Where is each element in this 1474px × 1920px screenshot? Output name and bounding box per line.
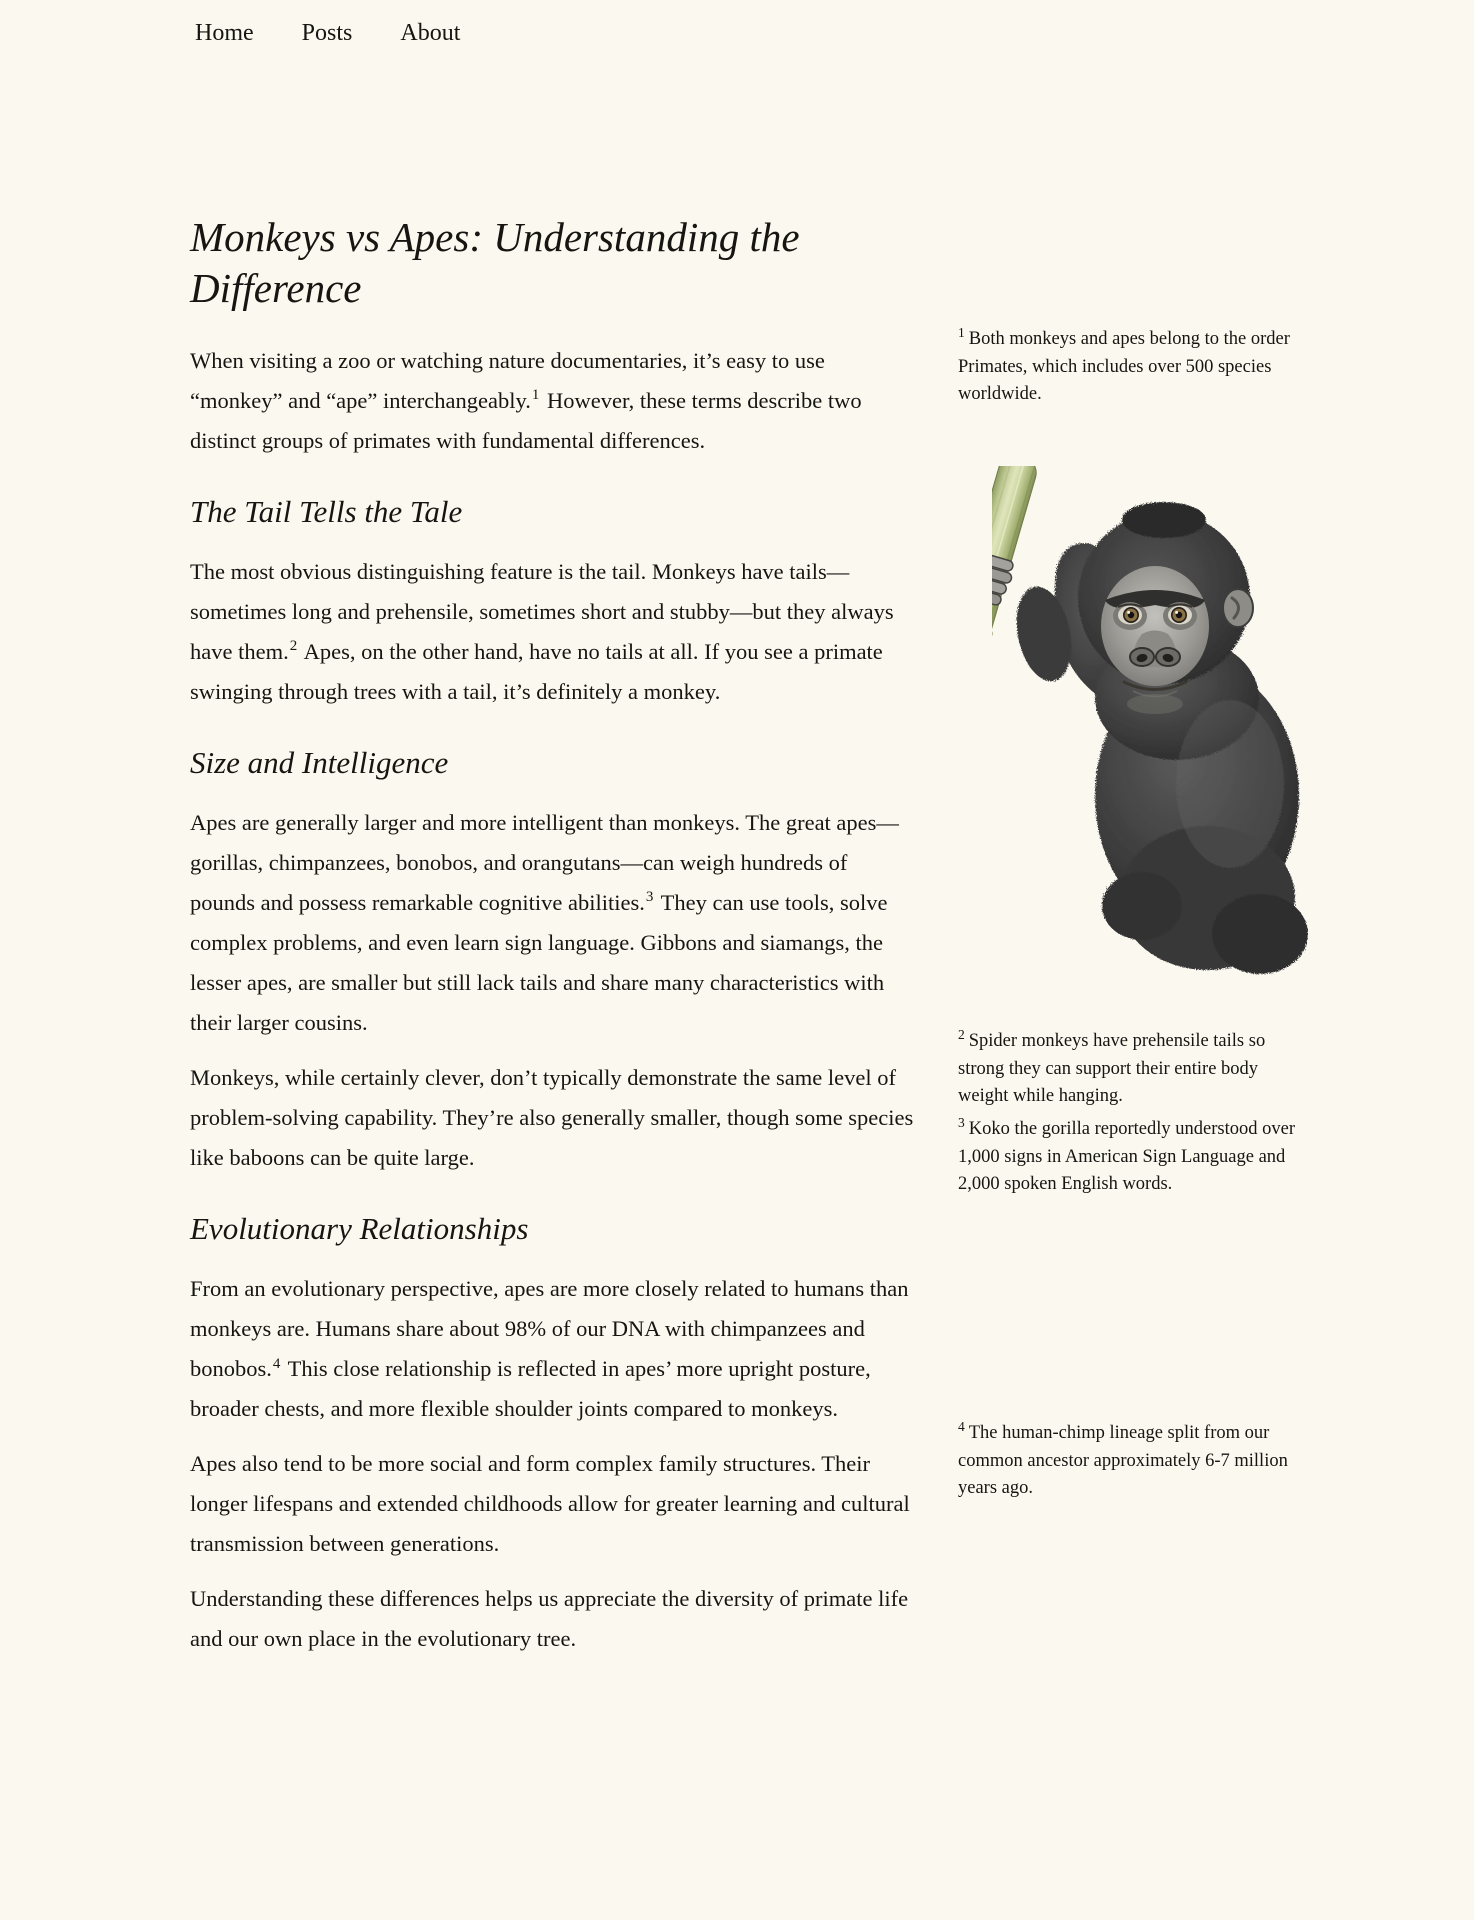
section-heading-tail: The Tail Tells the Tale	[190, 493, 463, 529]
sidenote-4-text: The human-chimp lineage split from our common ancestor approximately 6-7 million years ago.	[958, 1423, 1288, 1498]
paragraph-conclusion: Understanding these differences helps us appreciate the diversity of primate life and our own place in the evolutionary tree.	[190, 1586, 909, 1652]
sidenote-3-number: 3	[958, 1114, 965, 1130]
sidenote-3-text: Koko the gorilla reportedly understood over 1,000 signs in American Sign Language and 2,000 spoken English words.	[958, 1119, 1295, 1194]
footnote-ref-3: 3	[645, 889, 654, 906]
gorilla-figure	[992, 466, 1308, 1010]
sidenote-2	[958, 1028, 1304, 1111]
footnote-ref-4: 4	[272, 1355, 281, 1372]
bamboo-stalk	[992, 466, 1068, 1010]
section-heading-size: Size and Intelligence	[190, 744, 449, 780]
nav-link-about[interactable]: About	[400, 20, 461, 46]
sidenote-1	[958, 326, 1304, 409]
top-nav	[195, 20, 460, 47]
paragraph-intro: When visiting a zoo or watching nature documentaries, it’s easy to use “monkey” and “ape” interchangeably.$^1$ However, these terms describe two distinct groups of primates with fundamental differences.	[190, 347, 862, 453]
sidenote-2-text: Spider monkeys have prehensile tails so strong they can support their entire body weight while hanging.	[958, 1031, 1266, 1106]
article	[190, 212, 914, 1674]
paragraph-evolution-1: From an evolutionary perspective, apes are more closely related to humans than monkeys are. Humans share about 98% of our DNA with chimpanzees and bonobos.$^4$ This close relationship is reflected in apes’ more upright posture, broader chests, and more flexible shoulder joints compared to monkeys.	[190, 1276, 909, 1422]
paragraph-tail: The most obvious distinguishing feature is the tail. Monkeys have tails—sometimes long and prehensile, sometimes short and stubby—but they always have them.$^2$ Apes, on the other hand, have no tails at all. If you see a primate swinging through trees with a tail, it’s definitely a monkey.	[190, 558, 894, 704]
gorilla-illustration	[992, 466, 1308, 1010]
section-heading-evolution: Evolutionary Relationships	[190, 1210, 529, 1246]
footnote-ref-2: 2	[289, 638, 298, 655]
sidenote-3	[958, 1116, 1304, 1199]
paragraph-evolution-2: Apes also tend to be more social and form complex family structures. Their longer lifespans and extended childhoods allow for greater learning and cultural transmission between generations.	[190, 1451, 910, 1557]
gorilla-body	[1095, 636, 1308, 974]
nav-link-posts[interactable]: Posts	[301, 20, 353, 46]
sidenote-4	[958, 1420, 1304, 1503]
sidenote-1-number: 1	[958, 324, 965, 340]
sidenote-1-text: Both monkeys and apes belong to the order Primates, which includes over 500 species worldwide.	[958, 329, 1290, 404]
paragraph-size-1: Apes are generally larger and more intelligent than monkeys. The great apes—gorillas, chimpanzees, bonobos, and orangutans—can weigh hundreds of pounds and possess remarkable cognitive abilities.$^3$ They can use tools, solve complex problems, and even learn sign language. Gibbons and siamangs, the lesser apes, are smaller but still lack tails and share many characteristics with their larger cousins.	[190, 809, 899, 1035]
paragraph-size-2: Monkeys, while certainly clever, don’t typically demonstrate the same level of problem-solving capability. They’re also generally smaller, though some species like baboons can be quite large.	[190, 1064, 914, 1170]
footnote-ref-1: 1	[531, 387, 540, 403]
sidenote-4-number: 4	[958, 1418, 965, 1434]
gorilla-ear	[1223, 589, 1253, 627]
page-title: Monkeys vs Apes: Understanding the Difference	[190, 214, 800, 312]
nav-link-home[interactable]: Home	[195, 20, 254, 46]
sidenote-2-number: 2	[958, 1026, 965, 1042]
